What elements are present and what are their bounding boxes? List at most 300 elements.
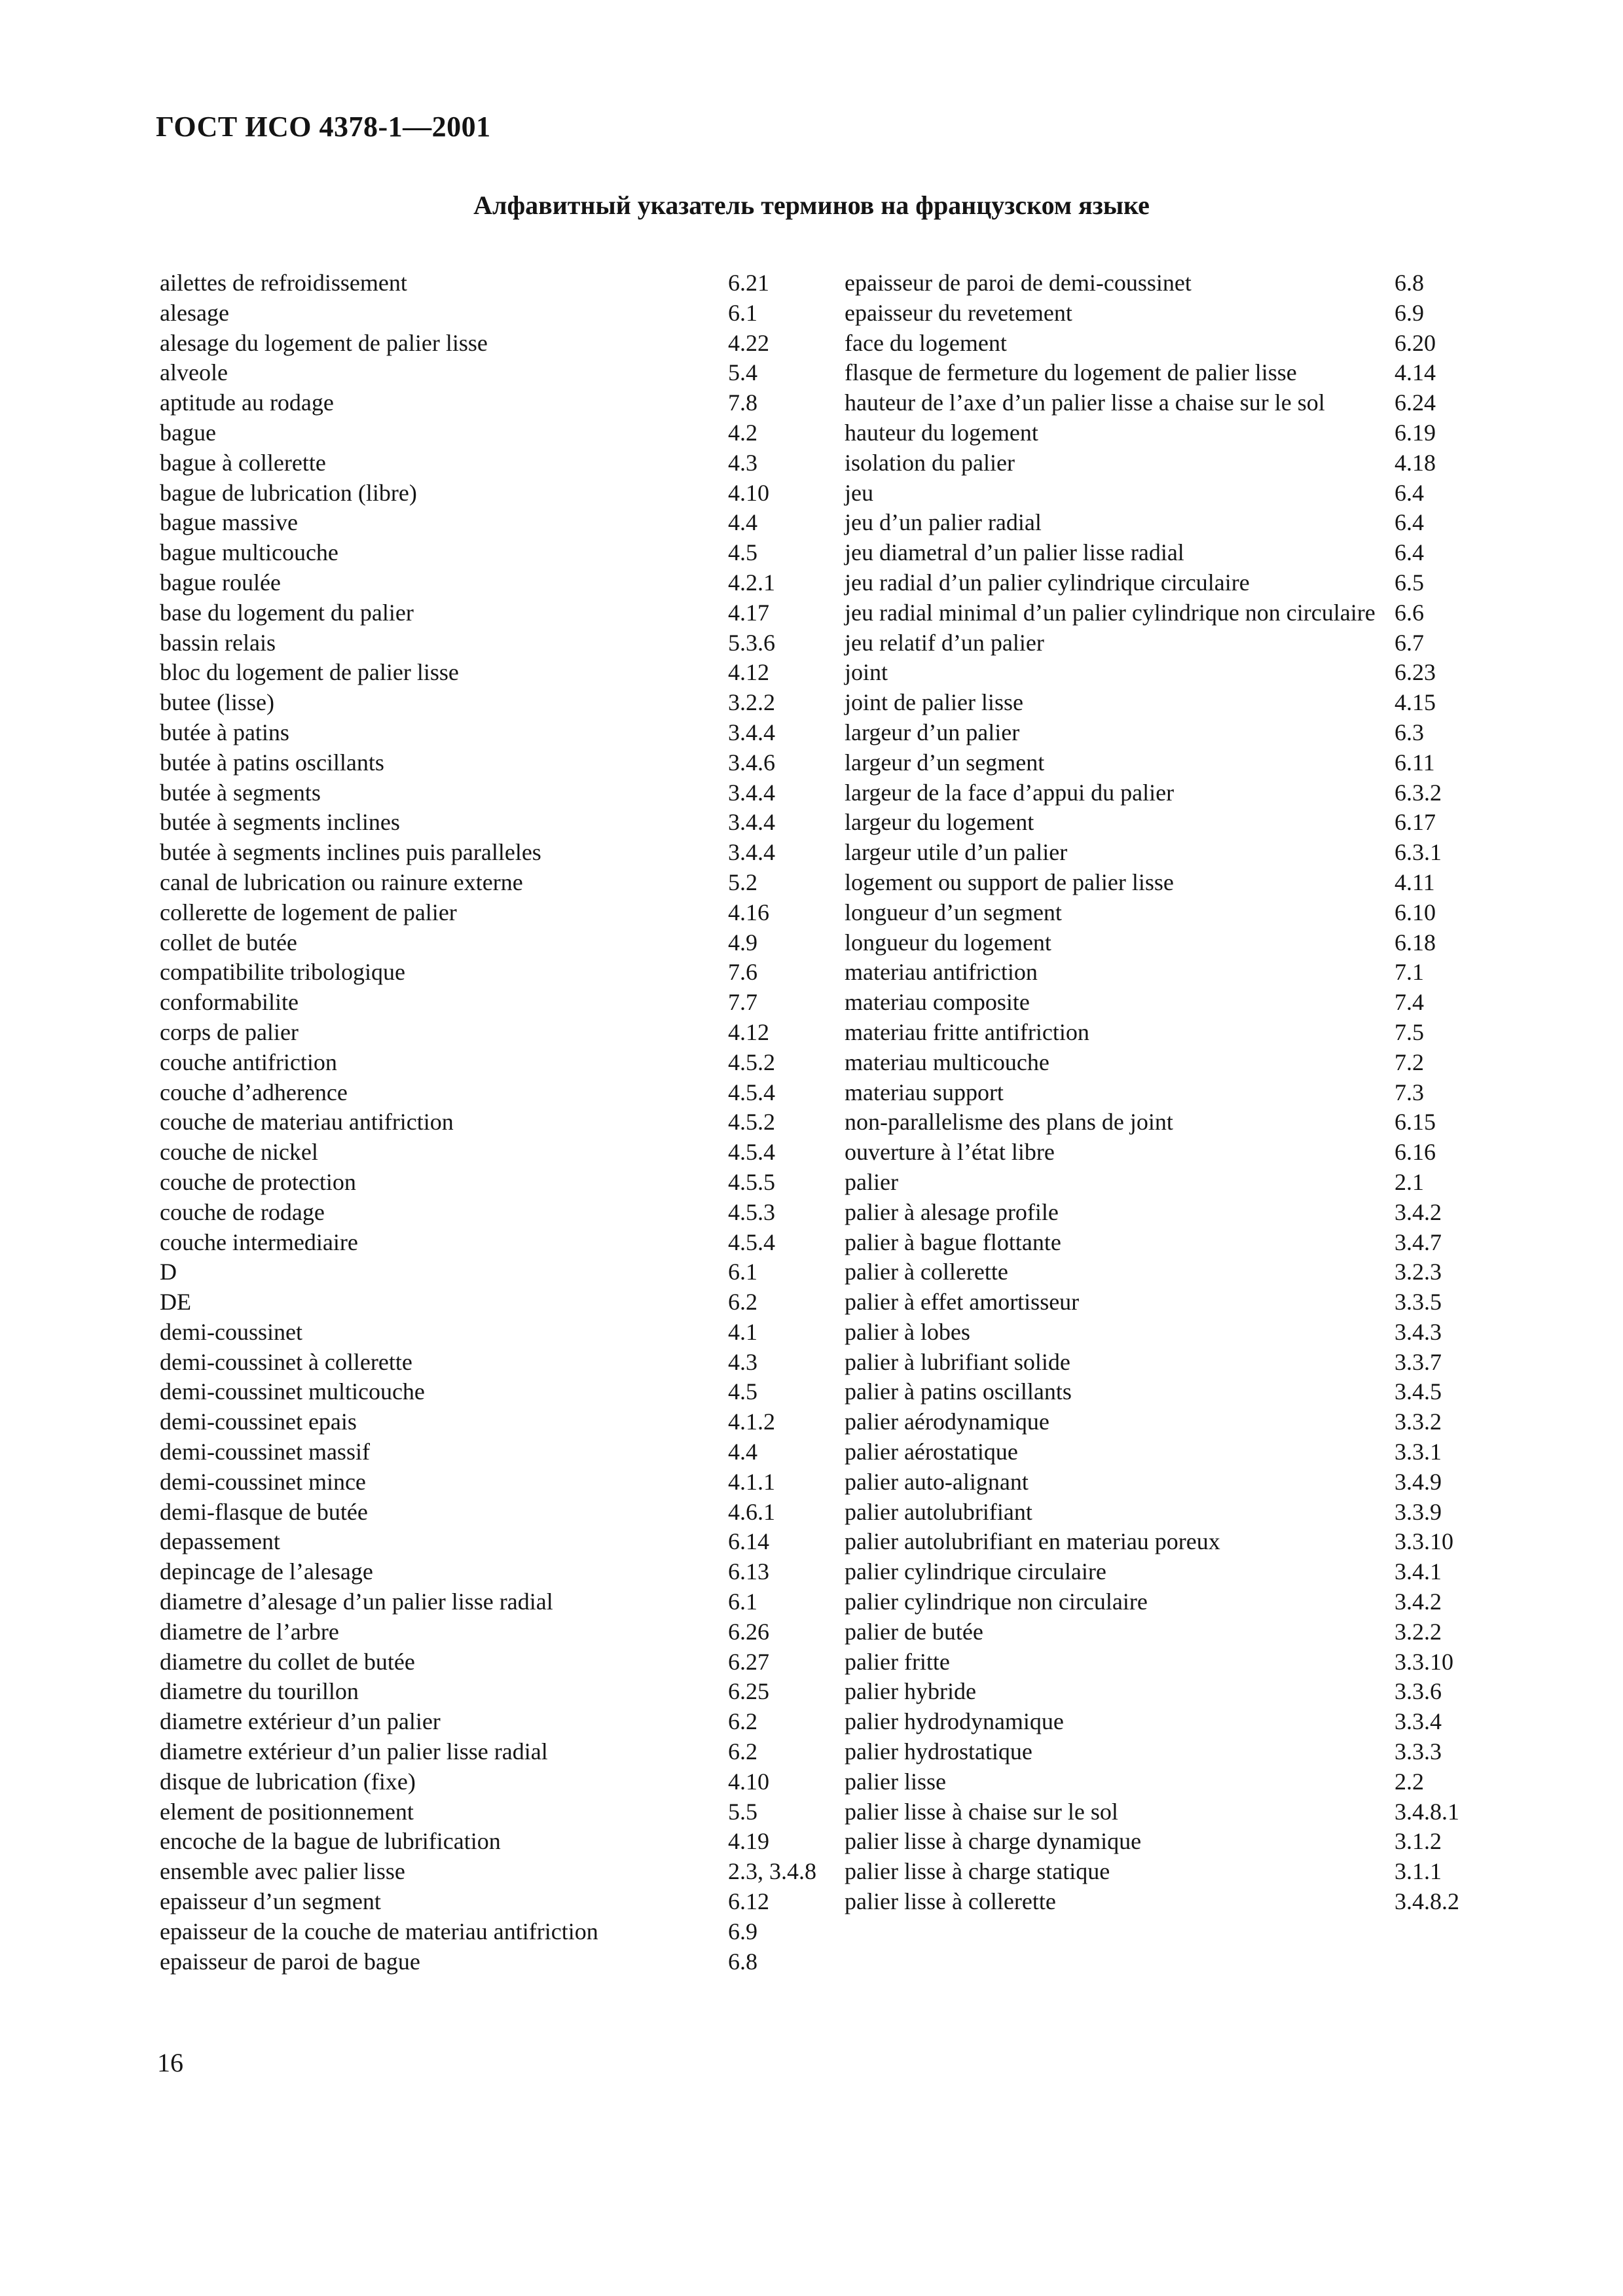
index-entry xyxy=(160,778,821,808)
index-term: materiau multicouche xyxy=(845,1049,1049,1075)
index-reference: 6.6 xyxy=(1395,599,1424,626)
index-reference: 6.7 xyxy=(1395,629,1424,656)
index-term: butee (lisse) xyxy=(160,689,274,716)
index-reference: 3.4.6 xyxy=(728,749,775,776)
index-term: hauteur du logement xyxy=(845,419,1038,446)
index-reference: 4.2.1 xyxy=(728,569,775,596)
index-term: ailettes de refroidissement xyxy=(160,270,407,296)
index-reference: 6.12 xyxy=(728,1888,769,1915)
index-reference: 6.16 xyxy=(1395,1139,1436,1166)
index-reference: 4.3 xyxy=(728,1348,757,1375)
index-term: palier à lobes xyxy=(845,1318,970,1345)
index-term: palier aérostatique xyxy=(845,1439,1018,1465)
index-entry xyxy=(160,508,821,538)
index-entry xyxy=(160,1257,821,1287)
index-entry xyxy=(845,1318,1499,1348)
index-entry xyxy=(845,838,1499,868)
index-entry xyxy=(160,1467,821,1498)
index-reference: 6.5 xyxy=(1395,569,1424,596)
index-entry xyxy=(845,1018,1499,1048)
index-term: bague xyxy=(160,419,216,446)
index-reference: 3.4.5 xyxy=(1395,1378,1442,1405)
index-entry xyxy=(845,598,1499,628)
index-entry xyxy=(845,1257,1499,1287)
index-entry xyxy=(160,268,821,298)
index-term: alesage du logement de palier lisse xyxy=(160,329,488,356)
index-reference: 4.5.4 xyxy=(728,1229,775,1255)
index-term: palier xyxy=(845,1168,898,1195)
index-entry xyxy=(845,1887,1499,1917)
index-entry xyxy=(160,1287,821,1318)
index-term: butée à patins xyxy=(160,719,289,745)
index-term: ensemble avec palier lisse xyxy=(160,1858,405,1885)
index-term: demi-coussinet epais xyxy=(160,1408,357,1435)
index-entry xyxy=(160,688,821,718)
index-reference: 7.1 xyxy=(1395,959,1424,986)
index-entry xyxy=(845,1647,1499,1677)
index-reference: 6.9 xyxy=(728,1918,757,1945)
index-term: demi-flasque de butée xyxy=(160,1498,368,1525)
index-entry xyxy=(160,898,821,928)
index-term: DE xyxy=(160,1289,191,1316)
index-entry xyxy=(845,1827,1499,1857)
index-term: diametre extérieur d’un palier xyxy=(160,1708,441,1735)
index-term: palier fritte xyxy=(845,1648,950,1675)
index-entry xyxy=(845,1557,1499,1587)
index-term: flasque de fermeture du logement de palier lisse xyxy=(845,359,1297,386)
index-entry xyxy=(845,1348,1499,1378)
index-entry xyxy=(160,298,821,329)
index-term: epaisseur de la couche de materiau antifriction xyxy=(160,1918,598,1945)
index-term: materiau fritte antifriction xyxy=(845,1018,1089,1045)
index-reference: 3.3.6 xyxy=(1395,1678,1442,1705)
index-entry xyxy=(160,1947,821,1977)
index-reference: 6.2 xyxy=(728,1289,757,1316)
index-entry xyxy=(160,1647,821,1677)
index-reference: 6.26 xyxy=(728,1618,769,1645)
index-reference: 6.3.2 xyxy=(1395,779,1442,806)
index-entry xyxy=(160,1557,821,1587)
index-reference: 6.18 xyxy=(1395,929,1436,956)
index-term: non-parallelisme des plans de joint xyxy=(845,1109,1173,1136)
index-reference: 2.3, 3.4.8 xyxy=(728,1858,816,1885)
index-term: palier à alesage profile xyxy=(845,1198,1059,1225)
index-entry xyxy=(845,1437,1499,1467)
index-reference: 3.3.5 xyxy=(1395,1289,1442,1316)
index-reference: 4.10 xyxy=(728,1768,769,1795)
index-term: joint xyxy=(845,659,888,686)
index-entry xyxy=(160,388,821,418)
index-reference: 4.4 xyxy=(728,1439,757,1465)
index-reference: 6.9 xyxy=(1395,299,1424,326)
index-entry xyxy=(160,808,821,838)
index-term: palier à effet amortisseur xyxy=(845,1289,1080,1316)
index-term: element de positionnement xyxy=(160,1798,414,1825)
index-reference: 6.8 xyxy=(1395,270,1424,296)
index-reference: 7.5 xyxy=(1395,1018,1424,1045)
index-reference: 3.2.2 xyxy=(728,689,775,716)
index-reference: 4.12 xyxy=(728,1018,769,1045)
index-term: bassin relais xyxy=(160,629,276,656)
index-reference: 3.4.9 xyxy=(1395,1468,1442,1495)
index-term: jeu diametral d’un palier lisse radial xyxy=(845,539,1184,566)
index-entry xyxy=(160,958,821,988)
index-reference: 4.2 xyxy=(728,419,757,446)
index-term: largeur utile d’un palier xyxy=(845,839,1068,866)
index-reference: 3.3.4 xyxy=(1395,1708,1442,1735)
index-reference: 6.3.1 xyxy=(1395,839,1442,866)
index-term: couche d’adherence xyxy=(160,1079,348,1105)
index-entry xyxy=(845,1198,1499,1228)
index-reference: 6.15 xyxy=(1395,1109,1436,1136)
index-reference: 3.3.10 xyxy=(1395,1528,1453,1555)
index-entry xyxy=(160,1797,821,1827)
index-reference: 7.7 xyxy=(728,989,757,1016)
index-reference: 4.5.5 xyxy=(728,1168,775,1195)
standard-designation: ГОСТ ИСО 4378-1—2001 xyxy=(156,111,491,143)
index-term: butée à segments inclines xyxy=(160,809,400,836)
index-term: palier autolubrifiant en materiau poreux xyxy=(845,1528,1220,1555)
index-entry xyxy=(160,1617,821,1647)
index-entry xyxy=(160,1048,821,1078)
index-entry xyxy=(845,508,1499,538)
index-entry xyxy=(845,1228,1499,1258)
index-reference: 4.18 xyxy=(1395,449,1436,476)
index-entry xyxy=(160,718,821,748)
index-entry xyxy=(845,329,1499,359)
index-entry xyxy=(845,958,1499,988)
index-entry xyxy=(845,1498,1499,1528)
index-reference: 4.1.2 xyxy=(728,1408,775,1435)
index-term: base du logement du palier xyxy=(160,599,414,626)
index-reference: 6.4 xyxy=(1395,539,1424,566)
index-term: palier lisse à charge statique xyxy=(845,1858,1110,1885)
index-entry xyxy=(845,1707,1499,1737)
index-term: epaisseur du revetement xyxy=(845,299,1072,326)
index-term: largeur du logement xyxy=(845,809,1034,836)
index-reference: 3.4.4 xyxy=(728,779,775,806)
index-term: disque de lubrication (fixe) xyxy=(160,1768,416,1795)
index-term: epaisseur de paroi de demi-coussinet xyxy=(845,270,1192,296)
index-term: compatibilite tribologique xyxy=(160,959,405,986)
index-reference: 3.3.9 xyxy=(1395,1498,1442,1525)
index-term: palier autolubrifiant xyxy=(845,1498,1032,1525)
index-reference: 4.19 xyxy=(728,1828,769,1855)
index-term: ouverture à l’état libre xyxy=(845,1139,1055,1166)
index-entry xyxy=(845,1407,1499,1437)
index-reference: 3.3.10 xyxy=(1395,1648,1453,1675)
index-entry xyxy=(160,1107,821,1138)
index-entry xyxy=(160,478,821,509)
index-term: epaisseur d’un segment xyxy=(160,1888,381,1915)
index-entry xyxy=(160,1318,821,1348)
index-entry xyxy=(160,1587,821,1617)
index-entry xyxy=(160,1737,821,1767)
index-reference: 4.14 xyxy=(1395,359,1436,386)
index-reference: 4.12 xyxy=(728,659,769,686)
index-entry xyxy=(845,688,1499,718)
index-term: couche de nickel xyxy=(160,1139,318,1166)
index-term: diametre du tourillon xyxy=(160,1678,359,1705)
index-reference: 6.11 xyxy=(1395,749,1435,776)
index-term: butée à patins oscillants xyxy=(160,749,384,776)
index-entry xyxy=(845,538,1499,568)
index-term: palier auto-alignant xyxy=(845,1468,1029,1495)
index-entry xyxy=(845,1467,1499,1498)
index-reference: 3.4.4 xyxy=(728,839,775,866)
index-term: palier à bague flottante xyxy=(845,1229,1061,1255)
index-reference: 6.1 xyxy=(728,299,757,326)
index-entry xyxy=(160,1527,821,1557)
index-term: encoche de la bague de lubrification xyxy=(160,1828,501,1855)
index-reference: 5.2 xyxy=(728,869,757,895)
index-entry xyxy=(160,1827,821,1857)
index-reference: 4.5.2 xyxy=(728,1049,775,1075)
index-term: joint de palier lisse xyxy=(845,689,1023,716)
index-reference: 3.3.2 xyxy=(1395,1408,1442,1435)
index-reference: 6.4 xyxy=(1395,509,1424,536)
index-entry xyxy=(845,628,1499,658)
index-entry xyxy=(845,1857,1499,1887)
index-reference: 2.1 xyxy=(1395,1168,1424,1195)
index-entry xyxy=(845,1078,1499,1108)
index-term: collerette de logement de palier xyxy=(160,899,457,925)
index-entry xyxy=(160,838,821,868)
index-reference: 3.4.7 xyxy=(1395,1229,1442,1255)
index-reference: 6.2 xyxy=(728,1708,757,1735)
index-reference: 6.24 xyxy=(1395,389,1436,416)
index-term: bague de lubrication (libre) xyxy=(160,479,417,506)
index-term: jeu d’un palier radial xyxy=(845,509,1042,536)
index-term: couche de rodage xyxy=(160,1198,325,1225)
index-reference: 3.4.4 xyxy=(728,719,775,745)
index-reference: 6.1 xyxy=(728,1588,757,1615)
index-column-left xyxy=(160,268,821,1977)
index-reference: 4.5.4 xyxy=(728,1139,775,1166)
index-reference: 4.11 xyxy=(1395,869,1435,895)
index-term: palier lisse xyxy=(845,1768,946,1795)
index-reference: 4.3 xyxy=(728,449,757,476)
index-entry xyxy=(160,1707,821,1737)
index-reference: 3.1.1 xyxy=(1395,1858,1442,1885)
index-title: Алфавитный указатель терминов на французском языке xyxy=(473,190,1150,220)
index-reference: 7.4 xyxy=(1395,989,1424,1016)
index-reference: 3.4.2 xyxy=(1395,1588,1442,1615)
index-term: palier hydrodynamique xyxy=(845,1708,1064,1735)
index-reference: 7.6 xyxy=(728,959,757,986)
index-entry xyxy=(845,1767,1499,1797)
index-term: isolation du palier xyxy=(845,449,1015,476)
index-term: demi-coussinet multicouche xyxy=(160,1378,425,1405)
index-reference: 7.2 xyxy=(1395,1049,1424,1075)
index-reference: 3.3.3 xyxy=(1395,1738,1442,1765)
index-reference: 3.2.2 xyxy=(1395,1618,1442,1645)
index-reference: 3.4.1 xyxy=(1395,1558,1442,1585)
index-reference: 4.1 xyxy=(728,1318,757,1345)
index-reference: 4.5.3 xyxy=(728,1198,775,1225)
index-reference: 4.17 xyxy=(728,599,769,626)
index-term: longueur du logement xyxy=(845,929,1051,956)
index-entry xyxy=(160,1407,821,1437)
index-entry xyxy=(160,1168,821,1198)
index-term: couche antifriction xyxy=(160,1049,337,1075)
index-reference: 6.14 xyxy=(728,1528,769,1555)
index-reference: 6.19 xyxy=(1395,419,1436,446)
index-term: palier hybride xyxy=(845,1678,976,1705)
index-term: jeu relatif d’un palier xyxy=(845,629,1044,656)
index-term: depassement xyxy=(160,1528,280,1555)
index-reference: 6.17 xyxy=(1395,809,1436,836)
index-reference: 6.27 xyxy=(728,1648,769,1675)
index-entry xyxy=(845,1138,1499,1168)
index-reference: 4.5 xyxy=(728,539,757,566)
index-term: demi-coussinet mince xyxy=(160,1468,366,1495)
index-entry xyxy=(160,1078,821,1108)
index-entry xyxy=(160,1138,821,1168)
index-term: alesage xyxy=(160,299,229,326)
index-term: couche de protection xyxy=(160,1168,356,1195)
index-entry xyxy=(845,1677,1499,1707)
index-entry xyxy=(845,358,1499,388)
index-term: palier cylindrique non circulaire xyxy=(845,1588,1148,1615)
index-term: logement ou support de palier lisse xyxy=(845,869,1174,895)
index-term: butée à segments inclines puis paralleles xyxy=(160,839,541,866)
index-term: diametre extérieur d’un palier lisse radial xyxy=(160,1738,548,1765)
index-term: longueur d’un segment xyxy=(845,899,1062,925)
index-term: materiau antifriction xyxy=(845,959,1038,986)
index-term: demi-coussinet massif xyxy=(160,1439,370,1465)
index-entry xyxy=(160,628,821,658)
index-reference: 6.10 xyxy=(1395,899,1436,925)
index-reference: 3.3.1 xyxy=(1395,1439,1442,1465)
index-reference: 3.4.8.1 xyxy=(1395,1798,1459,1825)
index-entry xyxy=(845,1617,1499,1647)
index-reference: 6.20 xyxy=(1395,329,1436,356)
index-entry xyxy=(160,748,821,778)
index-term: palier lisse à collerette xyxy=(845,1888,1056,1915)
index-reference: 6.3 xyxy=(1395,719,1424,745)
index-reference: 4.6.1 xyxy=(728,1498,775,1525)
index-term: bague à collerette xyxy=(160,449,326,476)
index-reference: 4.4 xyxy=(728,509,757,536)
index-term: butée à segments xyxy=(160,779,321,806)
index-reference: 2.2 xyxy=(1395,1768,1424,1795)
index-entry xyxy=(845,478,1499,509)
index-entry xyxy=(845,1107,1499,1138)
index-term: canal de lubrication ou rainure externe xyxy=(160,869,523,895)
index-entry xyxy=(845,868,1499,898)
index-reference: 3.4.4 xyxy=(728,809,775,836)
index-reference: 3.2.3 xyxy=(1395,1259,1442,1285)
page-number: 16 xyxy=(157,2048,183,2077)
index-term: bloc du logement de palier lisse xyxy=(160,659,459,686)
index-term: bague multicouche xyxy=(160,539,338,566)
index-term: palier aérodynamique xyxy=(845,1408,1049,1435)
index-entry xyxy=(845,1737,1499,1767)
index-entry xyxy=(160,1887,821,1917)
index-reference: 6.13 xyxy=(728,1558,769,1585)
index-entry xyxy=(160,1498,821,1528)
index-term: bague roulée xyxy=(160,569,281,596)
index-reference: 6.2 xyxy=(728,1738,757,1765)
index-reference: 6.1 xyxy=(728,1259,757,1285)
index-reference: 5.3.6 xyxy=(728,629,775,656)
index-reference: 4.5.4 xyxy=(728,1079,775,1105)
index-entry xyxy=(845,1797,1499,1827)
index-term: D xyxy=(160,1259,177,1285)
index-entry xyxy=(160,1917,821,1947)
index-reference: 7.8 xyxy=(728,389,757,416)
index-reference: 6.8 xyxy=(728,1948,757,1975)
index-entry xyxy=(845,928,1499,958)
index-reference: 6.4 xyxy=(1395,479,1424,506)
index-entry xyxy=(160,418,821,448)
index-reference: 3.1.2 xyxy=(1395,1828,1442,1855)
index-term: collet de butée xyxy=(160,929,297,956)
index-column-right xyxy=(845,268,1499,1917)
index-entry xyxy=(160,1677,821,1707)
index-reference: 6.25 xyxy=(728,1678,769,1705)
index-term: jeu radial d’un palier cylindrique circulaire xyxy=(845,569,1250,596)
index-term: palier de butée xyxy=(845,1618,983,1645)
index-entry xyxy=(845,388,1499,418)
index-entry xyxy=(845,568,1499,598)
index-term: face du logement xyxy=(845,329,1007,356)
index-entry xyxy=(845,298,1499,329)
index-term: palier hydrostatique xyxy=(845,1738,1032,1765)
index-entry xyxy=(160,1377,821,1407)
index-reference: 4.10 xyxy=(728,479,769,506)
index-entry xyxy=(160,868,821,898)
index-term: jeu xyxy=(845,479,873,506)
index-reference: 4.15 xyxy=(1395,689,1436,716)
index-reference: 4.5 xyxy=(728,1378,757,1405)
index-term: palier lisse à charge dynamique xyxy=(845,1828,1142,1855)
index-reference: 4.9 xyxy=(728,929,757,956)
index-term: bague massive xyxy=(160,509,298,536)
index-reference: 4.16 xyxy=(728,899,769,925)
index-entry xyxy=(845,718,1499,748)
index-reference: 3.3.7 xyxy=(1395,1348,1442,1375)
index-entry xyxy=(160,1198,821,1228)
index-term: largeur de la face d’appui du palier xyxy=(845,779,1175,806)
index-entry xyxy=(845,1587,1499,1617)
index-term: palier à patins oscillants xyxy=(845,1378,1072,1405)
index-term: largeur d’un segment xyxy=(845,749,1045,776)
index-term: demi-coussinet à collerette xyxy=(160,1348,412,1375)
index-entry xyxy=(845,808,1499,838)
index-reference: 3.4.8.2 xyxy=(1395,1888,1459,1915)
index-reference: 4.1.1 xyxy=(728,1468,775,1495)
index-entry xyxy=(845,268,1499,298)
index-entry xyxy=(160,1348,821,1378)
index-term: palier cylindrique circulaire xyxy=(845,1558,1106,1585)
index-term: alveole xyxy=(160,359,228,386)
index-term: materiau support xyxy=(845,1079,1004,1105)
index-entry xyxy=(160,329,821,359)
index-reference: 7.3 xyxy=(1395,1079,1424,1105)
index-term: materiau composite xyxy=(845,989,1030,1016)
index-term: diametre d’alesage d’un palier lisse radial xyxy=(160,1588,553,1615)
index-entry xyxy=(845,1168,1499,1198)
index-term: palier lisse à chaise sur le sol xyxy=(845,1798,1118,1825)
index-entry xyxy=(160,1228,821,1258)
index-entry xyxy=(845,988,1499,1018)
index-term: couche de materiau antifriction xyxy=(160,1109,454,1136)
index-entry xyxy=(845,658,1499,688)
index-entry xyxy=(845,1377,1499,1407)
index-term: couche intermediaire xyxy=(160,1229,358,1255)
